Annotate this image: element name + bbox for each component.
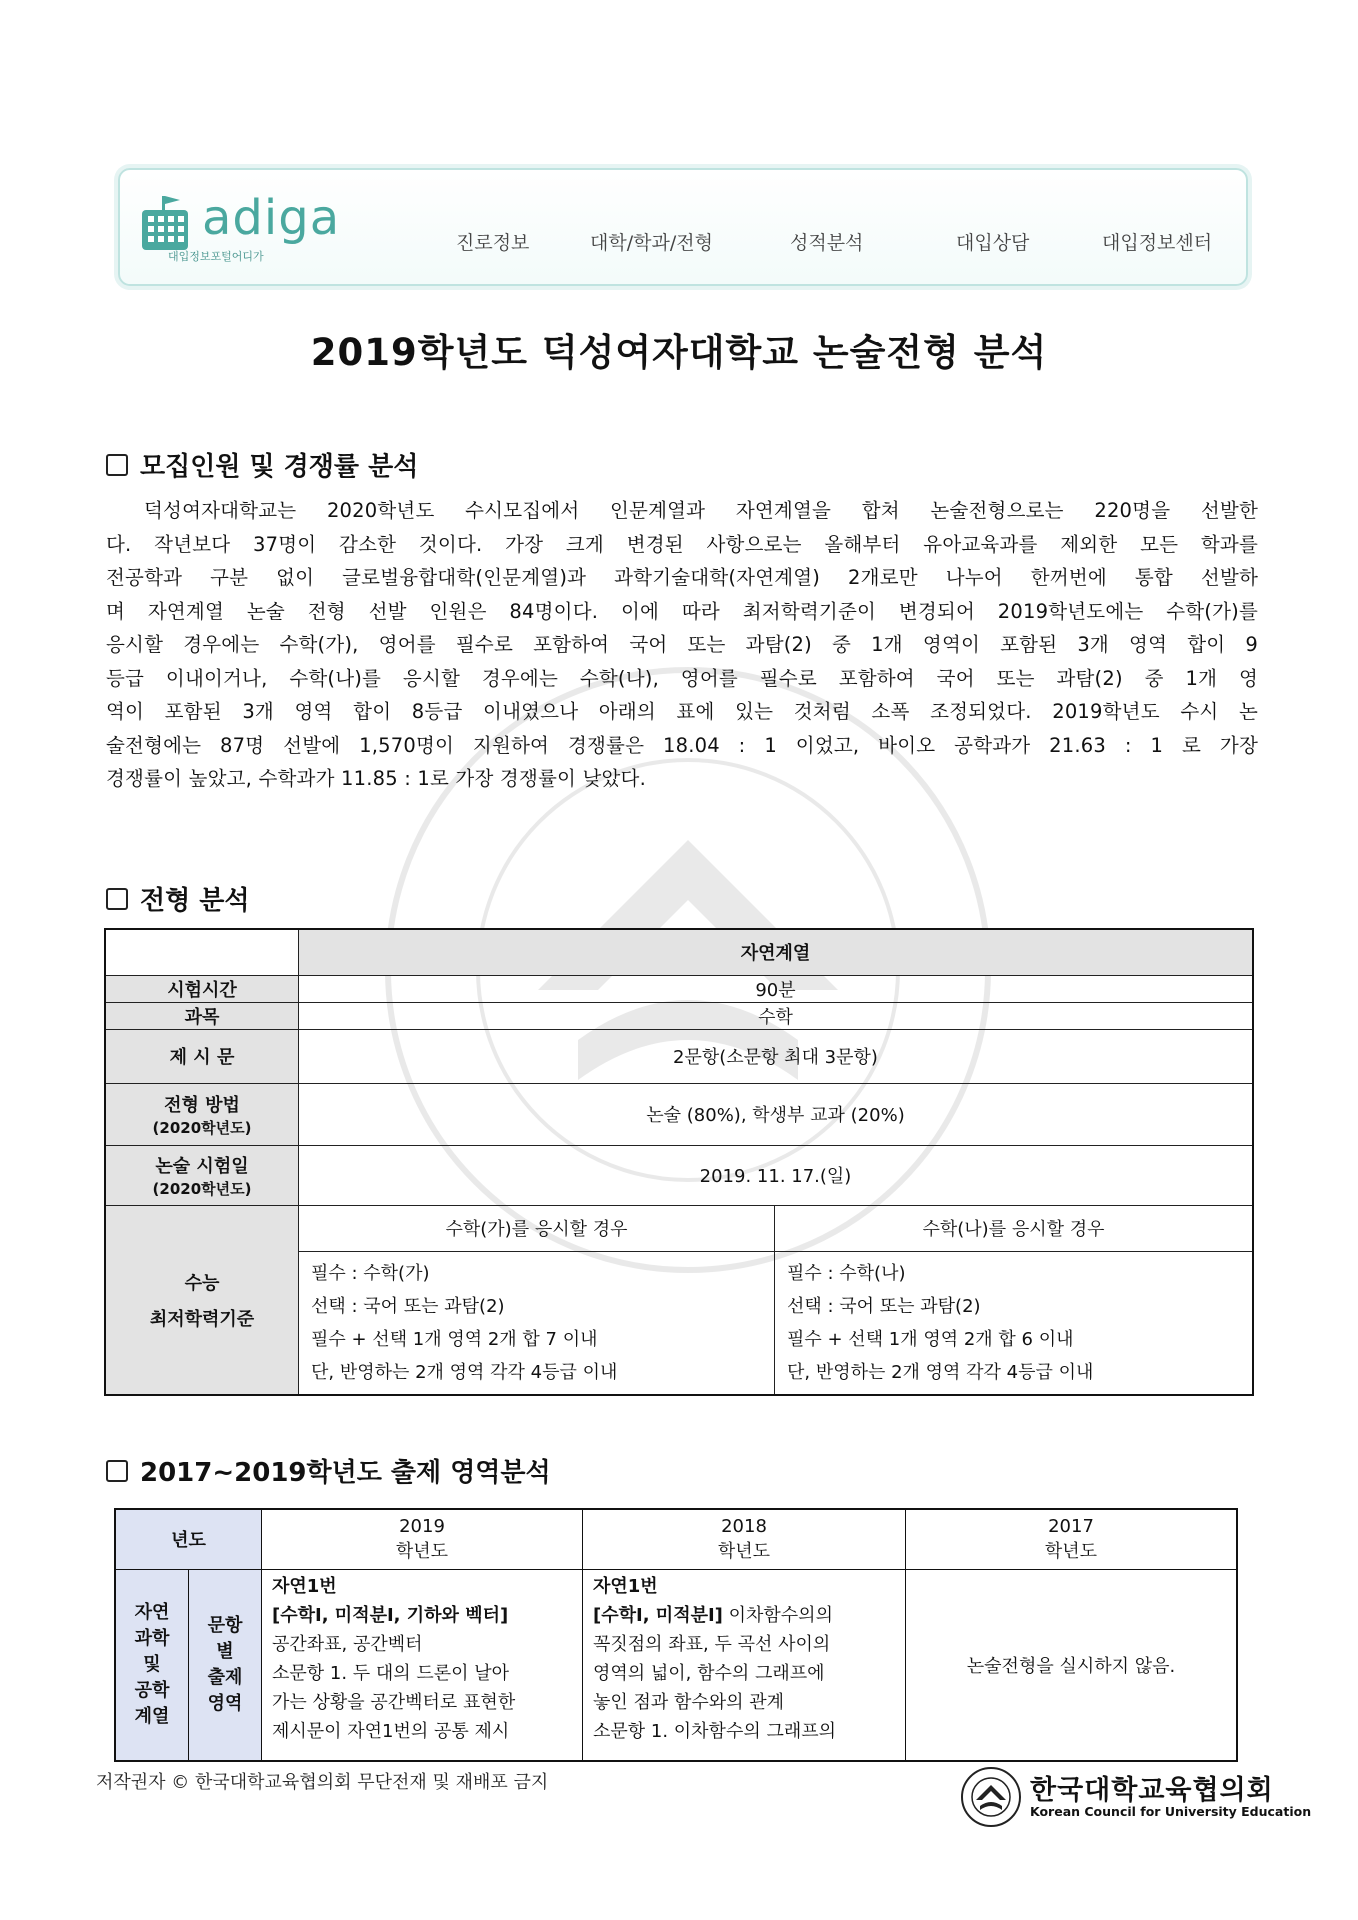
field-label-cell: 자연 과학 및 공학 계열 (115, 1569, 189, 1761)
year-header-2018: 2018 학년도 (583, 1509, 906, 1569)
question-label-cell: 문항 별 출제 영역 (189, 1569, 262, 1761)
question-area-table (114, 1508, 1238, 1762)
row-value: 수학 (299, 1002, 1254, 1029)
criteria-header-b: 수학(나)를 응시할 경우 (775, 1205, 1254, 1251)
checkbox-square-icon (106, 888, 128, 910)
paragraph-line: 전공학과 구분 없이 글로벌융합대학(인문계열)과 과학기술대학(자연계열) 2개로만 나누어 한꺼번에 통합 선발하 (106, 566, 1258, 589)
row-label: 시험시간 (105, 975, 299, 1002)
copyright-notice: 저작권자 © 한국대학교육협의회 무단전재 및 재배포 금지 (96, 1772, 549, 1793)
row-value: 논술 (80%), 학생부 교과 (20%) (299, 1083, 1254, 1145)
section-heading-analysis: 전형 분석 (106, 880, 250, 917)
criteria-label: 수능 최저학력기준 (105, 1205, 299, 1395)
logo-wordmark: adiga (202, 190, 341, 246)
section-heading-recruitment: 모집인원 및 경쟁률 분석 (106, 446, 418, 483)
paragraph-line: 덕성여자대학교는 2020학년도 수시모집에서 인문계열과 자연계열을 합쳐 논술전형으로는 220명을 선발한 (144, 499, 1258, 522)
column-header: 자연계열 (299, 929, 1254, 975)
paragraph-line: 등급 이내이거나, 수학(나)를 응시할 경우에는 수학(나), 영어를 필수로 포함하여 국어 또는 과탐(2) 중 1개 영 (106, 666, 1258, 690)
row-label: 과목 (105, 1002, 299, 1029)
checkbox-square-icon (106, 454, 128, 476)
nav-item-consult[interactable]: 대입상담 (956, 232, 1030, 254)
row-label: 제 시 문 (105, 1029, 299, 1083)
paragraph-line: 역이 포함된 3개 영역 합이 8등급 이내였으나 아래의 표에 있는 것처럼 소폭 조정되었다. 2019학년도 수시 논 (106, 700, 1258, 723)
row-label: 논술 시험일 (2020학년도) (105, 1145, 299, 1205)
kcue-seal-icon (960, 1766, 1022, 1828)
org-name-english: Korean Council for University Education (1030, 1804, 1312, 1819)
table-corner-cell (105, 929, 299, 975)
recruitment-paragraph (106, 494, 1258, 796)
criteria-header-a: 수학(가)를 응시할 경우 (299, 1205, 775, 1251)
content-cell-2018: 자연1번 [수학Ⅰ, 미적분Ⅰ] 이차함수의의 꼭짓점의 좌표, 두 곡선 사이의 영역의 넓이, 함수의 그래프에 놓인 점과 함수와의 관계 소문항 1. 이차함수의 그래프의 (583, 1569, 906, 1761)
year-header-2019: 2019 학년도 (262, 1509, 583, 1569)
org-name-korean: 한국대학교육협의회 (1030, 1775, 1274, 1806)
page-title: 2019학년도 덕성여자대학교 논술전형 분석 (310, 331, 1048, 374)
row-value: 2문항(소문항 최대 3문항) (299, 1029, 1254, 1083)
header-banner (118, 168, 1248, 286)
kcue-logo (960, 1766, 1312, 1828)
section-heading-question-areas: 2017~2019학년도 출제 영역분석 (106, 1452, 551, 1489)
row-value: 2019. 11. 17.(일) (299, 1145, 1254, 1205)
paragraph-line: 다. 작년보다 37명이 감소한 것이다. 가장 크게 변경된 사항으로는 올해부터 유아교육과를 제외한 모든 학과를 (106, 532, 1258, 556)
paragraph-line: 응시할 경우에는 수학(가), 영어를 필수로 포함하여 국어 또는 과탐(2) 중 1개 영역이 포함된 3개 영역 합이 9 (106, 633, 1258, 656)
nav-item-info-center[interactable]: 대입정보센터 (1102, 232, 1213, 254)
row-label: 전형 방법 (2020학년도) (105, 1083, 299, 1145)
logo-subtitle: 대입정보포털어디가 (168, 250, 264, 263)
content-cell-2019: 자연1번 [수학Ⅰ, 미적분Ⅰ, 기하와 벡터] 공간좌표, 공간벡터 소문항 1. 두 대의 드론이 날아 가는 상황을 공간벡터로 표현한 제시문이 자연1번의 공통 제시 (262, 1569, 583, 1761)
checkbox-square-icon (106, 1460, 128, 1482)
admission-analysis-table (104, 928, 1254, 1396)
content-cell-2017: 논술전형을 실시하지 않음. (906, 1569, 1238, 1761)
paragraph-line: 술전형에는 87명 선발에 1,570명이 지원하여 경쟁률은 18.04 : 1 이었고, 바이오 공학과가 21.63 : 1 로 가장 (106, 733, 1258, 757)
year-header-2017: 2017 학년도 (906, 1509, 1238, 1569)
nav-item-grades[interactable]: 성적분석 (790, 232, 864, 254)
paragraph-line: 경쟁률이 높았고, 수학과가 11.85 : 1로 가장 경쟁률이 낮았다. (106, 767, 646, 790)
paragraph-line: 며 자연계열 논술 전형 선발 인원은 84명이다. 이에 따라 최저학력기준이 변경되어 2019학년도에는 수학(가)를 (106, 599, 1258, 623)
nav-item-university[interactable]: 대학/학과/전형 (590, 232, 713, 254)
adiga-logo[interactable] (134, 188, 344, 268)
criteria-cell-a: 필수 : 수학(가) 선택 : 국어 또는 과탐(2) 필수 + 선택 1개 영역 2개 합 7 이내 단, 반영하는 2개 영역 각각 4등급 이내 (299, 1251, 775, 1395)
row-value: 90분 (299, 975, 1254, 1002)
year-label-cell: 년도 (115, 1509, 262, 1569)
criteria-cell-b: 필수 : 수학(나) 선택 : 국어 또는 과탐(2) 필수 + 선택 1개 영역 2개 합 6 이내 단, 반영하는 2개 영역 각각 4등급 이내 (775, 1251, 1254, 1395)
nav-item-career[interactable]: 진로정보 (456, 232, 530, 254)
